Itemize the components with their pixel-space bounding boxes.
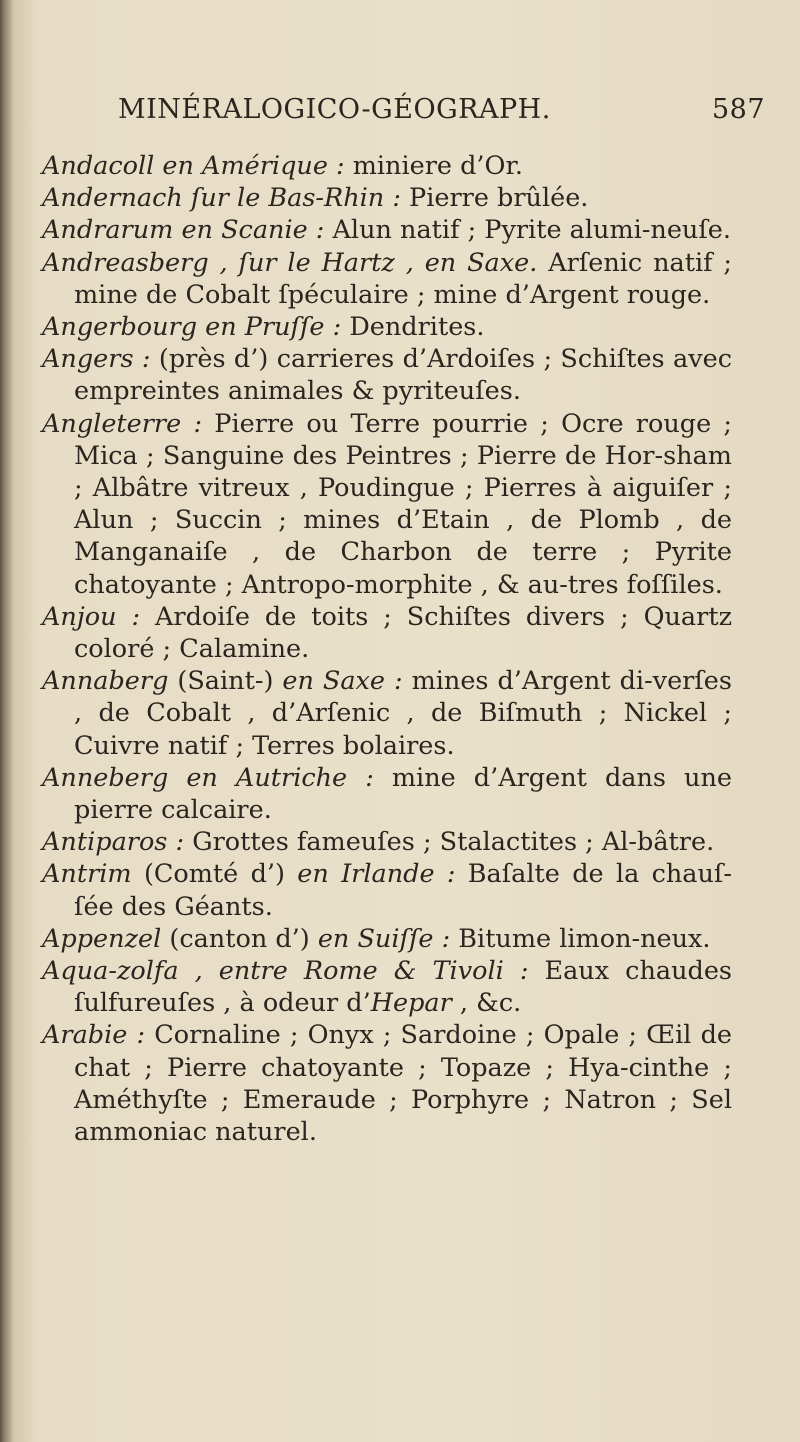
place-name: Andernach ſur le Bas-Rhin : bbox=[42, 183, 401, 214]
entry-andreasberg bbox=[42, 247, 732, 311]
place-location: en Suiſſe : bbox=[317, 923, 451, 954]
entry-annaberg bbox=[42, 665, 732, 762]
entry-andernach bbox=[42, 182, 732, 214]
entry-text: mines d’Argent di-verſes , de Cobalt , d’Arſenic , de Biſmuth ; Nickel ; Cuivre natif ; Terres bolaires. bbox=[74, 666, 732, 761]
place-name: Angers : bbox=[42, 344, 151, 375]
place-name: Andacoll en Amérique : bbox=[42, 151, 345, 181]
entry-arabie bbox=[42, 1019, 732, 1148]
running-header bbox=[0, 88, 800, 138]
entry-text: Baſalte de la chauſ-ſée des Géants. bbox=[74, 859, 732, 922]
entry-text: mine d’Argent dans une pierre calcaire. bbox=[74, 762, 732, 826]
entry-text: (près d’) carrieres d’Ardoiſes ; Schiſtes avec empreintes animales & pyriteuſes. bbox=[74, 344, 732, 407]
entry-andacoll bbox=[42, 150, 732, 182]
entry-antiparos bbox=[42, 826, 732, 858]
entry-text: Eaux chaudes ſulfureuſes , à odeur d’ bbox=[74, 956, 732, 1019]
entry-angleterre bbox=[42, 408, 732, 601]
place-name: Andrarum en Scanie : bbox=[42, 215, 325, 246]
place-name: Angerbourg en Pruſſe : bbox=[42, 312, 342, 343]
running-title: MINÉRALOGICO-GÉOGRAPH. bbox=[118, 94, 551, 125]
page-number: 587 bbox=[712, 94, 766, 125]
entry-angerbourg bbox=[42, 311, 732, 343]
entry-text: Ardoiſe de toits ; Schiſtes divers ; Quartz coloré ; Calamine. bbox=[74, 601, 733, 665]
entry-text: Dendrites. bbox=[341, 312, 485, 343]
entry-anneberg bbox=[42, 762, 732, 826]
entry-appenzel bbox=[42, 923, 732, 955]
place-location: en Saxe : bbox=[282, 666, 403, 697]
place-name: Antrim bbox=[42, 859, 132, 890]
place-name: Antiparos : bbox=[42, 827, 185, 858]
entry-text: Pierre ou Terre pourrie ; Ocre rouge ; Mica ; Sanguine des Peintres ; Pierre de Hor-sham ; Albâtre vitreux , Poudingue ; Pierres à aiguiſer ; Alun ; Succin ; mines d’Etain , de Plomb , de Manganaiſe , de Charbon de terre ; Pyrite chatoyante ; Antropo-morphite , & au-tres foſſiles. bbox=[74, 408, 732, 600]
entry-list bbox=[42, 150, 732, 1148]
place-name: Andreasberg , ſur le Hartz , en Saxe. bbox=[42, 247, 538, 278]
place-name: Annaberg bbox=[42, 666, 169, 697]
entry-text: , &c. bbox=[451, 988, 522, 1019]
entry-text: Pierre brûlée. bbox=[400, 183, 589, 214]
entry-antrim bbox=[42, 858, 732, 922]
entry-text: (Saint-) bbox=[168, 666, 283, 697]
place-name: Anjou : bbox=[42, 601, 141, 632]
entry-anjou bbox=[42, 601, 732, 665]
place-name: Anneberg en Autriche : bbox=[42, 762, 374, 793]
entry-text: Grottes fameuſes ; Stalactites ; Al-bâtre. bbox=[184, 827, 715, 858]
entry-text: miniere d’Or. bbox=[344, 151, 523, 181]
place-name: Appenzel bbox=[42, 923, 162, 954]
place-name: Aqua-zolfa , entre Rome & Tivoli : bbox=[42, 956, 529, 987]
entry-text: Arſenic natif ; mine de Cobalt ſpéculaire ; mine d’Argent rouge. bbox=[74, 247, 733, 310]
entry-text: Alun natif ; Pyrite alumi-neuſe. bbox=[324, 215, 731, 246]
entry-andrarum bbox=[42, 214, 732, 246]
place-name: Angleterre : bbox=[42, 408, 203, 439]
place-location: en Irlande : bbox=[297, 859, 456, 890]
entry-angers bbox=[42, 343, 732, 407]
entry-text: Bitume limon-neux. bbox=[450, 923, 711, 954]
italic-term: Hepar bbox=[370, 988, 452, 1019]
entry-aqua-zolfa bbox=[42, 955, 732, 1019]
place-name: Arabie : bbox=[42, 1020, 146, 1051]
entry-text: (canton d’) bbox=[161, 923, 318, 954]
entry-text: Cornaline ; Onyx ; Sardoine ; Opale ; Œil de chat ; Pierre chatoyante ; Topaze ; Hya-cinthe ; Améthyſte ; Emeraude ; Porphyre ; Natron ; Sel ammoniac naturel. bbox=[74, 1020, 733, 1148]
entry-text: (Comté d’) bbox=[131, 859, 298, 890]
